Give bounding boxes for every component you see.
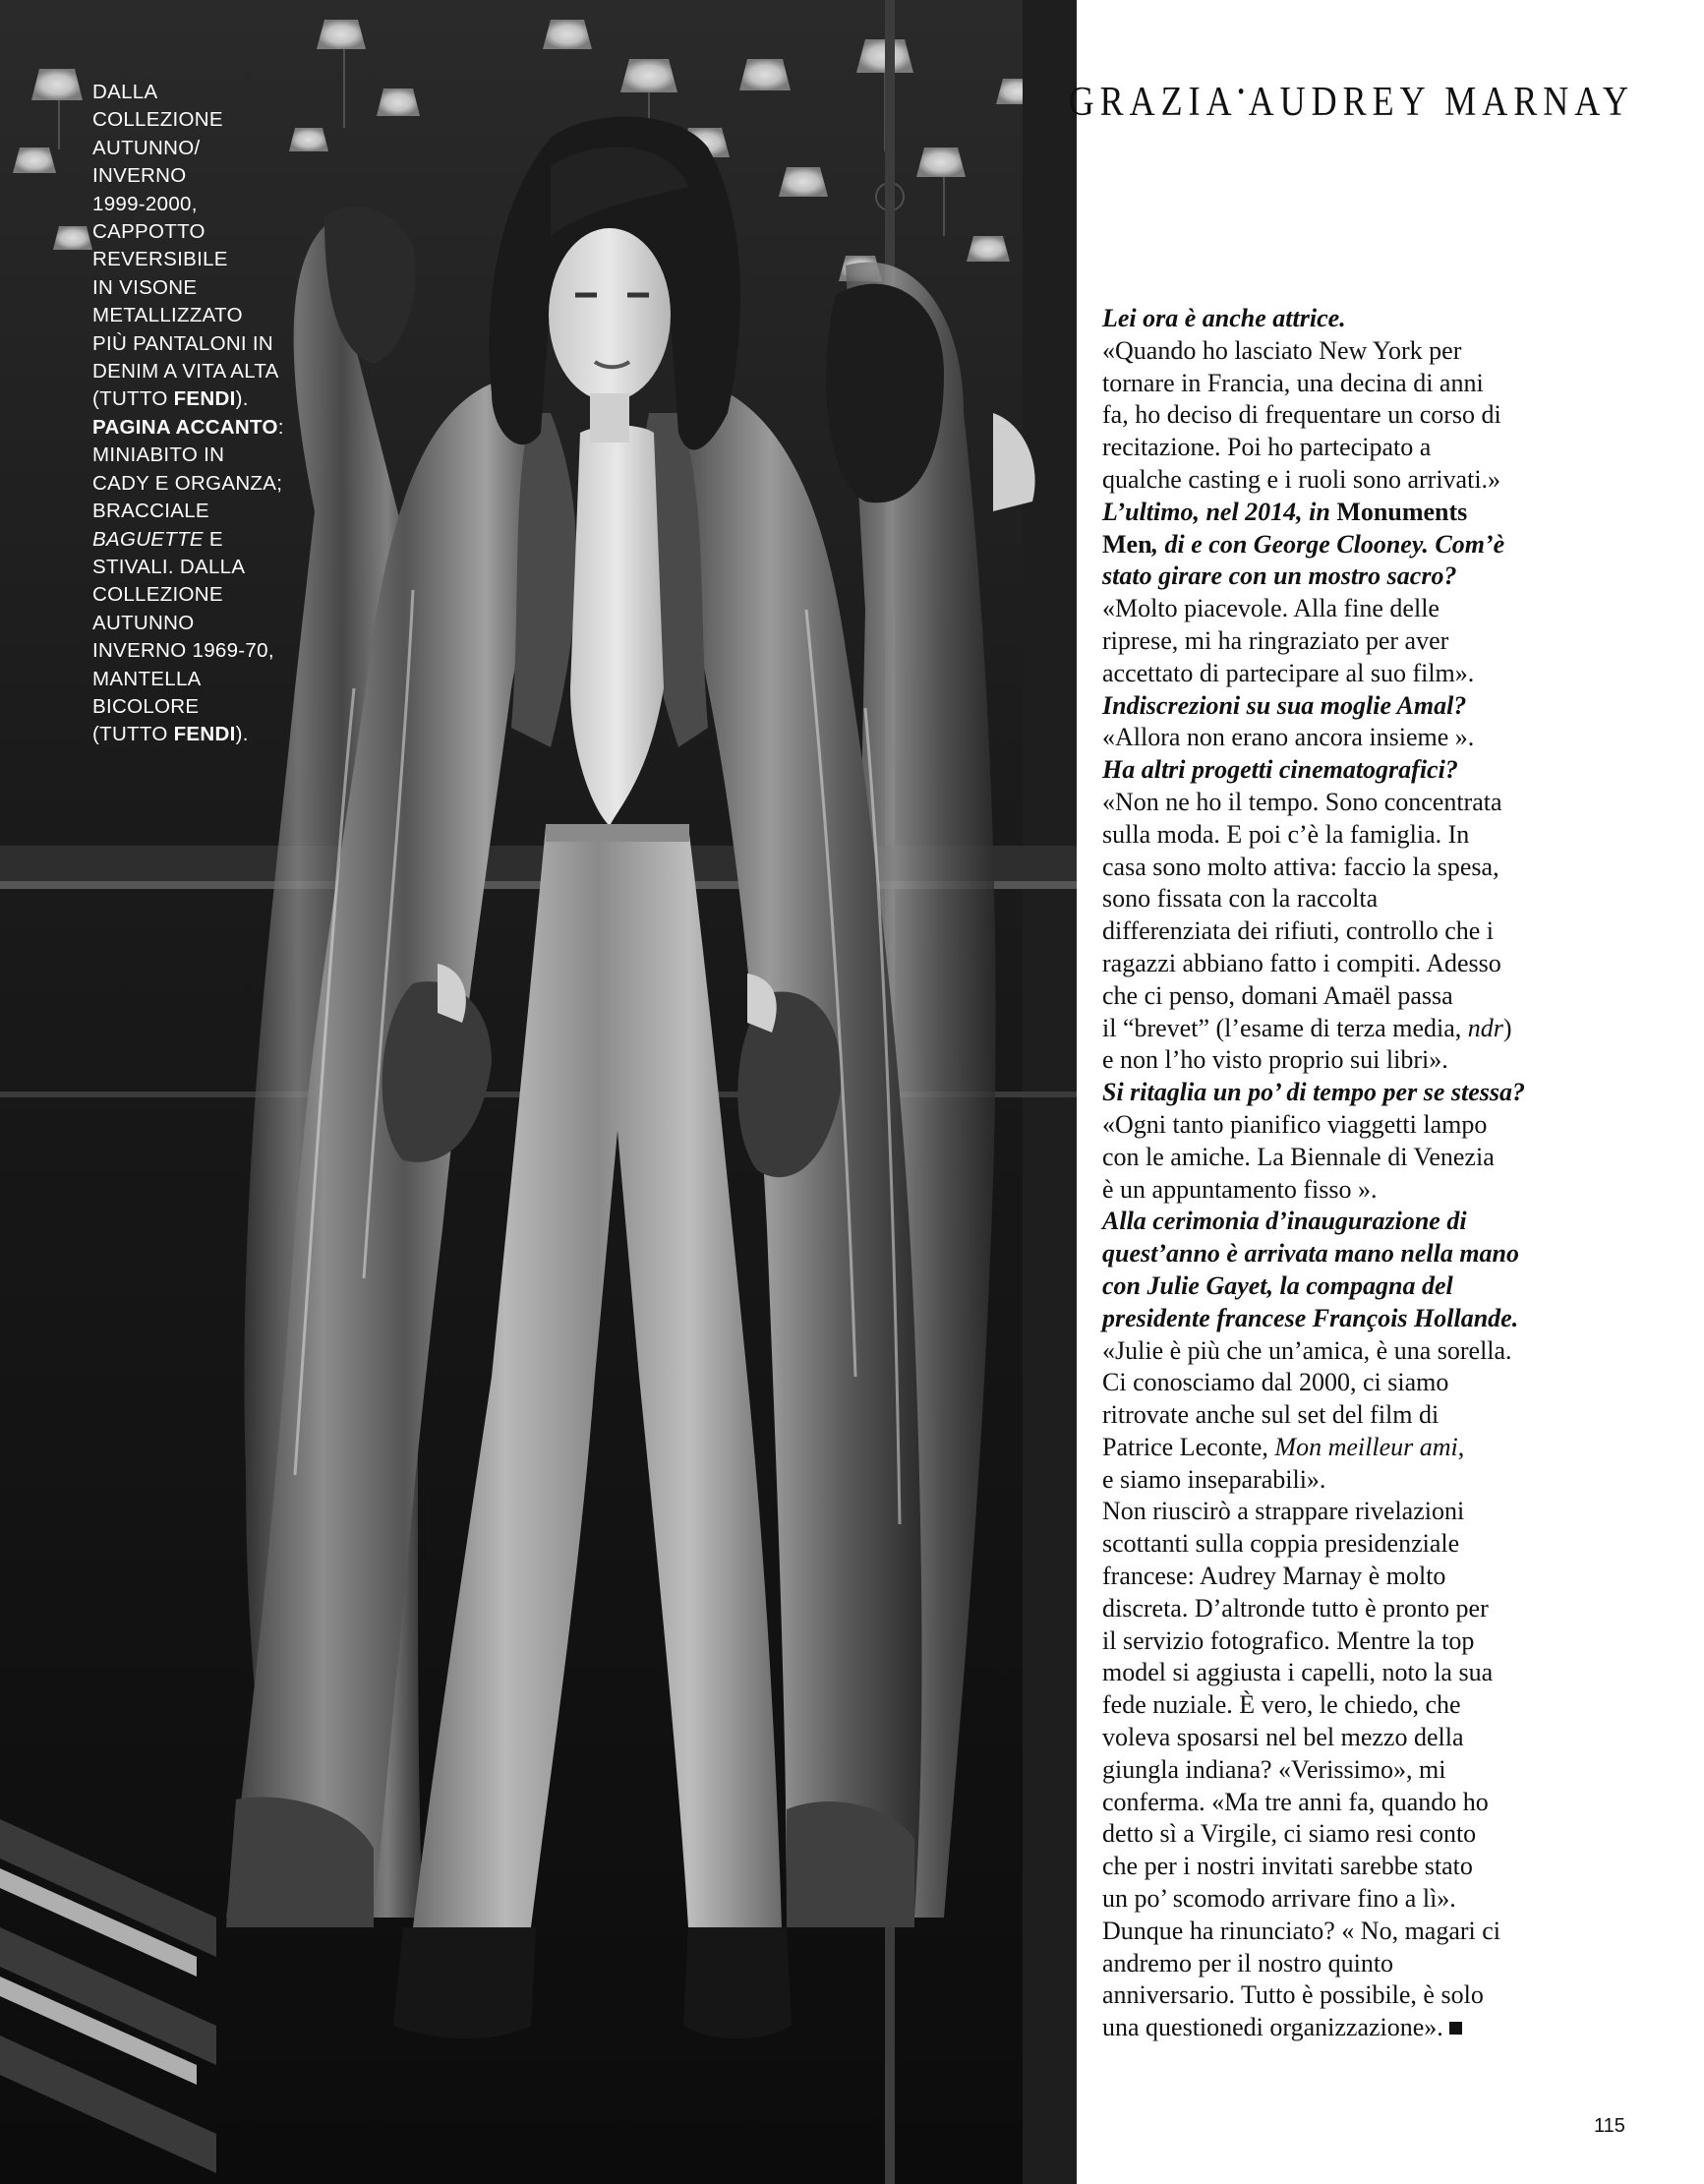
text-run: scottanti sulla coppia presidenziale [1102, 1529, 1460, 1559]
text-run: tornare in Francia, una decina di anni [1102, 368, 1484, 397]
text-run: ragazzi abbiano fatto i compiti. Adesso [1102, 948, 1501, 977]
article-line [1102, 1142, 1668, 1174]
text-run: fa, ho deciso di frequentare un corso di [1102, 400, 1501, 430]
text-run: che per i nostri invitati sarebbe stato [1102, 1852, 1473, 1881]
caption-line [92, 721, 319, 748]
text-run: Patrice Leconte, [1102, 1432, 1275, 1461]
text-run: (TUTTO [92, 387, 174, 411]
caption-line [92, 693, 319, 721]
text-run: Ci conosciamo dal 2000, ci siamo [1102, 1368, 1449, 1397]
text-run: discreta. D’altronde tutto è pronto per [1102, 1593, 1489, 1623]
caption-line [92, 526, 319, 554]
article-subject: AUDREY MARNAY [1248, 78, 1634, 125]
text-run: «Julie è più che un’amica, è una sorella. [1102, 1335, 1512, 1365]
article-line [1102, 1851, 1668, 1883]
question-text: Indiscrezioni su sua moglie Amal? [1102, 690, 1467, 720]
text-run: ). [235, 723, 249, 746]
text-run: differenziata dei rifiuti, controllo che i [1102, 916, 1495, 946]
text-run: ritrovate anche sul set del film di [1102, 1400, 1440, 1430]
text-run: AUTUNNO [92, 611, 195, 634]
article-line [1102, 1174, 1668, 1207]
article-line [1102, 1722, 1668, 1754]
caption-line [92, 470, 319, 498]
question-text: Men [1102, 529, 1152, 559]
caption-line [92, 302, 319, 329]
article-line [1102, 1948, 1668, 1980]
article-line [1102, 1077, 1668, 1109]
magazine-brand: GRAZIA [1068, 78, 1238, 125]
article-line [1102, 1593, 1668, 1625]
text-run: BAGUETTE [92, 527, 204, 551]
text-run: recitazione. Poi ho partecipato a [1102, 433, 1432, 462]
text-run: francese: Audrey Marnay è molto [1102, 1562, 1446, 1591]
article-line [1102, 303, 1668, 335]
text-run: CAPPOTTO [92, 220, 206, 244]
article-line [1102, 1335, 1668, 1368]
text-run: qualche casting e i ruoli sono arrivati.» [1102, 464, 1501, 494]
article-line [1102, 819, 1668, 852]
article-line [1102, 432, 1668, 464]
article-line [1102, 883, 1668, 915]
caption-line [92, 218, 319, 246]
text-run: CADY E ORGANZA; [92, 471, 283, 495]
article-line [1102, 561, 1668, 593]
caption-line [92, 274, 319, 302]
article-line [1102, 399, 1668, 432]
text-run: REVERSIBILE [92, 248, 228, 271]
header-separator: • [1237, 79, 1249, 105]
article-line [1102, 335, 1668, 368]
text-run: IN VISONE [92, 275, 198, 299]
question-text: Monuments [1336, 497, 1468, 526]
article-line [1102, 1754, 1668, 1787]
text-run: STIVALI. DALLA [92, 555, 246, 578]
text-run: BRACCIALE [92, 500, 209, 523]
article-body [1102, 303, 1668, 2044]
article-line [1102, 1238, 1668, 1270]
article-line [1102, 754, 1668, 787]
running-header [1069, 77, 1634, 126]
text-run: ). [235, 387, 249, 411]
article-line [1102, 658, 1668, 690]
text-run: DALLA [92, 81, 158, 103]
caption-line [92, 610, 319, 637]
article-line [1102, 852, 1668, 884]
caption-line [92, 442, 319, 469]
text-run: giungla indiana? «Verissimo», mi [1102, 1754, 1446, 1784]
text-run: casa sono molto attiva: faccio la spesa, [1102, 852, 1499, 881]
text-run: 1999-2000, [92, 192, 198, 215]
question-text: Lei ora è anche attrice. [1102, 304, 1346, 332]
text-run: INVERNO [92, 164, 187, 188]
text-run: , [1457, 1432, 1465, 1461]
text-run: BICOLORE [92, 694, 200, 718]
article-line [1102, 1787, 1668, 1819]
text-run: «Quando ho lasciato New York per [1102, 335, 1462, 365]
text-run: E [203, 527, 223, 551]
text-run: andremo per il nostro quinto [1102, 1948, 1394, 1977]
text-run: che ci penso, domani Amaël passa [1102, 980, 1453, 1010]
article-line [1102, 1367, 1668, 1399]
text-run: fede nuziale. È vero, le chiedo, che [1102, 1690, 1461, 1720]
article-line [1102, 1625, 1668, 1658]
text-run: DENIM A VITA ALTA [92, 360, 279, 384]
caption-line [92, 385, 319, 413]
text-run: : [277, 415, 284, 439]
text-run: il “brevet” (l’esame di terza media, [1102, 1013, 1468, 1042]
article-line [1102, 1432, 1668, 1464]
text-run: COLLEZIONE [92, 108, 223, 132]
article-line [1102, 690, 1668, 723]
caption-line [92, 246, 319, 273]
text-run: Non riuscirò a strappare rivelazioni [1102, 1497, 1465, 1526]
text-run: voleva sposarsi nel bel mezzo della [1102, 1723, 1464, 1752]
page-number: 115 [1594, 2115, 1625, 2137]
text-run: e non l’ho visto proprio sui libri». [1102, 1045, 1448, 1075]
question-text: L’ultimo, nel 2014, in [1102, 497, 1337, 526]
question-text: , di e con George Clooney. Com’è [1151, 529, 1505, 559]
article-line [1102, 1109, 1668, 1142]
text-run: «Allora non erano ancora insieme ». [1102, 723, 1475, 752]
text-run: «Molto piacevole. Alla fine delle [1102, 594, 1440, 623]
caption-line [92, 637, 319, 665]
question-text: Alla cerimonia d’inaugurazione di [1102, 1207, 1467, 1236]
caption-line [92, 106, 319, 134]
article-line [1102, 1013, 1668, 1045]
caption-line [92, 79, 319, 106]
text-run: «Ogni tanto pianifico viaggetti lampo [1102, 1109, 1488, 1139]
text-run: INVERNO 1969-70, [92, 639, 274, 663]
end-mark [1449, 2022, 1462, 2035]
text-run: PIÙ PANTALONI IN [92, 331, 274, 355]
article-line [1102, 1044, 1668, 1077]
article-line [1102, 980, 1668, 1013]
article-line [1102, 529, 1668, 561]
question-text: Si ritaglia un po’ di tempo per se stessa? [1102, 1078, 1525, 1107]
text-run: ndr [1467, 1013, 1503, 1042]
caption-line [92, 666, 319, 693]
article-line [1102, 1657, 1668, 1689]
text-run: riprese, mi ha ringraziato per aver [1102, 625, 1449, 655]
article-line [1102, 1689, 1668, 1722]
text-run: con le amiche. La Biennale di Venezia [1102, 1142, 1495, 1171]
caption-line [92, 191, 319, 218]
text-run: ) [1502, 1013, 1512, 1042]
caption-line [92, 581, 319, 609]
article-line [1102, 722, 1668, 754]
article-line [1102, 1303, 1668, 1335]
article-line [1102, 1979, 1668, 2012]
article-line [1102, 1818, 1668, 1851]
text-run: Dunque ha rinunciato? « No, magari ci [1102, 1916, 1501, 1945]
text-run: anniversario. Tutto è possibile, è solo [1102, 1980, 1484, 2010]
article-line [1102, 625, 1668, 658]
caption-line [92, 554, 319, 581]
question-text: con Julie Gayet, la compagna del [1102, 1270, 1453, 1300]
question-text: quest’anno è arrivata mano nella mano [1102, 1239, 1519, 1269]
article-line [1102, 368, 1668, 400]
text-run: un po’ scomodo arrivare fino a lì». [1102, 1884, 1456, 1914]
question-text: stato girare con un mostro sacro? [1102, 561, 1457, 591]
article-line [1102, 2012, 1668, 2044]
text-run: Mon meilleur ami [1274, 1432, 1458, 1461]
article-line [1102, 1496, 1668, 1528]
text-run: è un appuntamento fisso ». [1102, 1174, 1378, 1204]
text-run: conferma. «Ma tre anni fa, quando ho [1102, 1787, 1489, 1816]
text-run: sulla moda. E poi c’è la famiglia. In [1102, 819, 1470, 849]
caption-line [92, 414, 319, 442]
text-run: MANTELLA [92, 667, 202, 690]
article-line [1102, 1883, 1668, 1916]
article-line [1102, 1561, 1668, 1593]
caption-line [92, 358, 319, 385]
text-run: il servizio fotografico. Mentre la top [1102, 1625, 1475, 1655]
text-run: model si aggiusta i capelli, noto la sua [1102, 1658, 1494, 1687]
text-run: AUTUNNO/ [92, 136, 201, 159]
text-run: FENDI [173, 723, 236, 746]
text-run: (TUTTO [92, 723, 174, 746]
text-run: detto sì a Virgile, ci siamo resi conto [1102, 1819, 1477, 1849]
text-run: una questionedi organizzazione». [1102, 2013, 1443, 2042]
photo-caption [92, 79, 319, 749]
text-run: «Non ne ho il tempo. Sono concentrata [1102, 787, 1502, 816]
caption-line [92, 330, 319, 358]
article-line [1102, 497, 1668, 529]
caption-line [92, 162, 319, 190]
question-text: presidente francese François Hollande. [1102, 1303, 1519, 1332]
question-text: Ha altri progetti cinematografici? [1102, 755, 1458, 785]
article-line [1102, 948, 1668, 980]
text-run: accettato di partecipare al suo film». [1102, 658, 1475, 687]
caption-line [92, 135, 319, 162]
article-line [1102, 1206, 1668, 1238]
article-line [1102, 464, 1668, 497]
text-run: PAGINA ACCANTO [92, 415, 278, 439]
text-run: MINIABITO IN [92, 443, 225, 467]
article-line [1102, 1916, 1668, 1948]
article-line [1102, 593, 1668, 625]
article-line [1102, 1528, 1668, 1561]
article-line [1102, 1270, 1668, 1303]
article-line [1102, 915, 1668, 948]
text-run: COLLEZIONE [92, 583, 223, 607]
article-line [1102, 787, 1668, 819]
text-run: METALLIZZATO [92, 304, 243, 327]
article-line [1102, 1464, 1668, 1497]
text-run: FENDI [173, 387, 236, 411]
article-line [1102, 1399, 1668, 1432]
text-run: sono fissata con la raccolta [1102, 884, 1379, 914]
caption-line [92, 498, 319, 525]
text-run: e siamo inseparabili». [1102, 1464, 1326, 1494]
